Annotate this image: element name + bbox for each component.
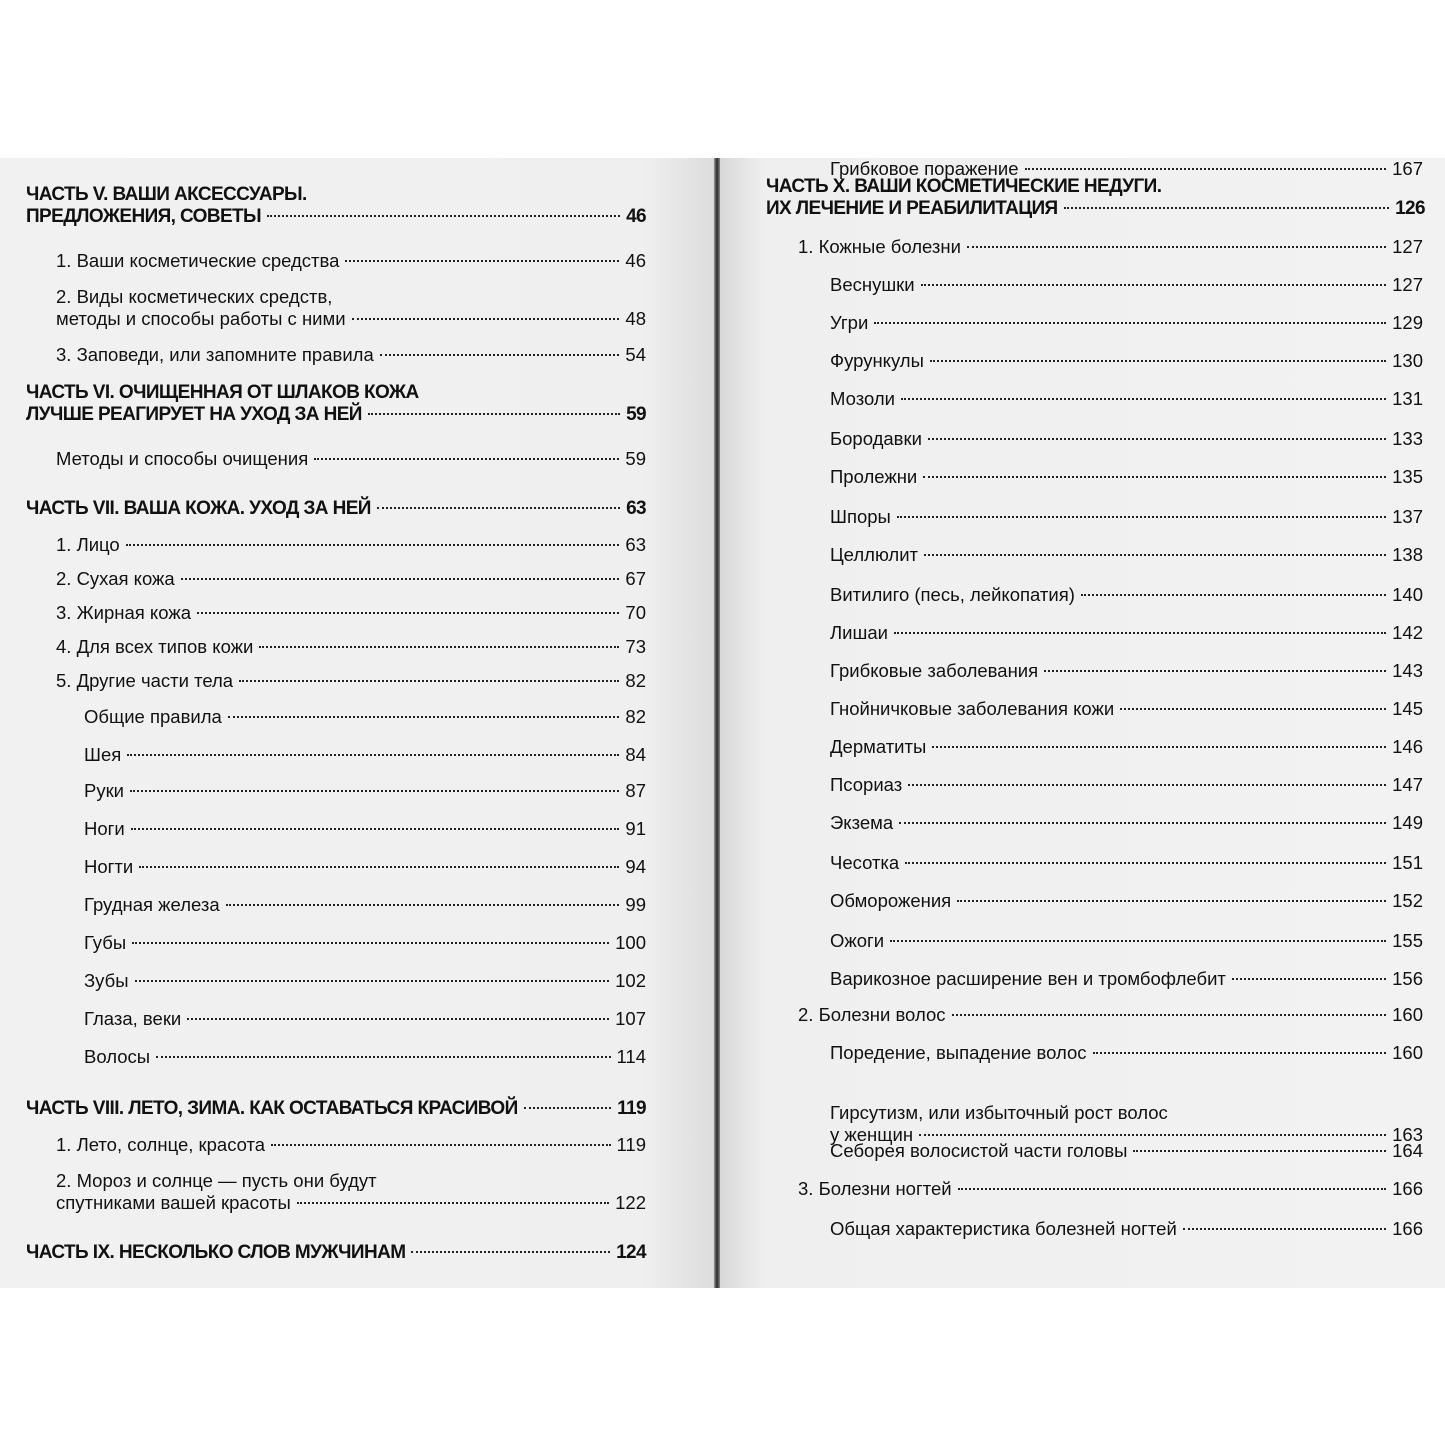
toc-entry-row xyxy=(26,1098,646,1120)
toc-entry-title: Мозоли xyxy=(830,388,895,409)
toc-entry-title: Общие правила xyxy=(84,706,222,727)
toc-entry-row xyxy=(26,1242,646,1264)
dot-leader xyxy=(297,1202,609,1204)
toc-entry-title-line1: 2. Виды косметических средств, xyxy=(56,286,333,307)
toc-entry-page-number: 131 xyxy=(1392,388,1423,409)
toc-entry-item xyxy=(84,894,646,916)
toc-entry-title: Методы и способы очищения xyxy=(56,448,309,469)
toc-entry-page-number: 167 xyxy=(1392,158,1423,179)
dot-leader xyxy=(894,632,1386,634)
dot-leader xyxy=(239,680,619,682)
toc-entry-item xyxy=(830,660,1423,682)
toc-entry-page-number: 130 xyxy=(1392,350,1423,371)
toc-entry-row xyxy=(84,856,646,878)
toc-entry-title-line1: ЧАСТЬ X. ВАШИ КОСМЕТИЧЕСКИЕ НЕДУГИ. xyxy=(766,176,1162,197)
toc-entry-title: Волосы xyxy=(84,1046,151,1067)
toc-entry-page-number: 94 xyxy=(625,856,646,877)
dot-leader xyxy=(368,413,620,415)
dot-leader xyxy=(1093,1052,1387,1054)
toc-entry-title: Гнойничковые заболевания кожи xyxy=(830,698,1115,719)
toc-entry-page-number: 119 xyxy=(617,1098,646,1119)
toc-entry-title: Пролежни xyxy=(830,466,918,487)
toc-entry-item xyxy=(830,812,1423,834)
dot-leader xyxy=(1081,594,1386,596)
toc-entry-title: Фурункулы xyxy=(830,350,924,371)
toc-entry-title: Дерматиты xyxy=(830,736,927,757)
toc-entry-title: Веснушки xyxy=(830,274,915,295)
dot-leader xyxy=(181,578,620,580)
toc-entry-page-number: 155 xyxy=(1392,930,1423,951)
toc-entry-row xyxy=(830,388,1423,410)
toc-entry-item xyxy=(84,744,646,766)
toc-entry-page-number: 102 xyxy=(615,970,646,991)
dot-leader xyxy=(921,284,1387,286)
toc-entry-page-number: 63 xyxy=(626,498,646,519)
toc-entry-title: Себорея волосистой части головы xyxy=(830,1140,1128,1161)
toc-entry-item xyxy=(830,312,1423,334)
toc-entry-part xyxy=(766,176,1425,220)
toc-entry-title: методы и способы работы с ними xyxy=(56,308,346,329)
toc-entry-title: Обморожения xyxy=(830,890,952,911)
toc-entry-row xyxy=(830,312,1423,334)
toc-entry-title: Псориаз xyxy=(830,774,903,795)
toc-entry-page-number: 166 xyxy=(1392,1178,1423,1199)
dot-leader xyxy=(187,1018,609,1020)
toc-entry-page-number: 135 xyxy=(1392,466,1423,487)
toc-entry-page-number: 91 xyxy=(625,818,646,839)
toc-entry-item xyxy=(830,158,1423,180)
toc-entry-page-number: 70 xyxy=(625,602,646,623)
toc-entry-title: у женщин xyxy=(830,1124,914,1145)
toc-entry-item xyxy=(84,818,646,840)
toc-entry-page-number: 140 xyxy=(1392,584,1423,605)
dot-leader xyxy=(411,1251,610,1253)
dot-leader xyxy=(919,1134,1386,1136)
right-page xyxy=(720,158,1445,1288)
toc-entry-title: 1. Лето, солнце, красота xyxy=(56,1134,266,1155)
dot-leader xyxy=(901,398,1386,400)
toc-entry-row xyxy=(56,1134,646,1156)
toc-entry-page-number: 163 xyxy=(1392,1124,1423,1145)
toc-entry-page-number: 59 xyxy=(626,404,646,425)
toc-entry-title: Лишаи xyxy=(830,622,888,643)
toc-entry-item xyxy=(830,930,1423,952)
toc-entry-item xyxy=(830,774,1423,796)
toc-entry-page-number: 67 xyxy=(625,568,646,589)
toc-entry-sub xyxy=(798,1004,1423,1026)
toc-entry-title: ПРЕДЛОЖЕНИЯ, СОВЕТЫ xyxy=(26,206,262,227)
toc-entry-row xyxy=(798,236,1423,258)
toc-entry-row xyxy=(830,660,1423,682)
toc-entry-row xyxy=(830,506,1423,528)
toc-entry-page-number: 142 xyxy=(1392,622,1423,643)
toc-entry-part xyxy=(26,498,646,520)
dot-leader xyxy=(126,544,620,546)
toc-entry-title-line1: 2. Мороз и солнце — пусть они будут xyxy=(56,1170,377,1191)
dot-leader xyxy=(897,516,1386,518)
toc-entry-item xyxy=(830,274,1423,296)
toc-entry-item xyxy=(830,968,1423,990)
toc-entry-row xyxy=(56,568,646,590)
toc-entry-title: Чесотка xyxy=(830,852,900,873)
dot-leader xyxy=(1120,708,1386,710)
toc-entry-title: Экзема xyxy=(830,812,894,833)
toc-entry-page-number: 82 xyxy=(625,706,646,727)
toc-entry-page-number: 87 xyxy=(625,780,646,801)
dot-leader xyxy=(1025,168,1387,170)
toc-entry-page-number: 127 xyxy=(1392,274,1423,295)
toc-entry-row xyxy=(830,584,1423,606)
toc-entry-title: Угри xyxy=(830,312,869,333)
toc-entry-row xyxy=(84,706,646,728)
toc-entry-page-number: 145 xyxy=(1392,698,1423,719)
toc-entry-part xyxy=(26,382,646,426)
toc-entry-title: ЧАСТЬ IX. НЕСКОЛЬКО СЛОВ МУЖЧИНАМ xyxy=(26,1242,406,1263)
toc-entry-item xyxy=(830,890,1423,912)
toc-entry-title: спутниками вашей красоты xyxy=(56,1192,291,1213)
toc-entry-item xyxy=(830,736,1423,758)
toc-entry-row xyxy=(26,498,646,520)
toc-entry-title: Грудная железа xyxy=(84,894,220,915)
toc-entry-title: ИХ ЛЕЧЕНИЕ И РЕАБИЛИТАЦИЯ xyxy=(766,198,1058,219)
toc-entry-row xyxy=(56,250,646,272)
toc-entry-sub xyxy=(56,250,646,272)
toc-entry-sub xyxy=(56,448,646,470)
toc-entry-sub xyxy=(56,636,646,658)
toc-entry-page-number: 166 xyxy=(1392,1218,1423,1239)
toc-entry-title: ЧАСТЬ VIII. ЛЕТО, ЗИМА. КАК ОСТАВАТЬСЯ КРАСИВОЙ xyxy=(26,1098,518,1119)
toc-entry-sub xyxy=(56,344,646,366)
toc-entry-sub xyxy=(798,1178,1423,1200)
toc-entry-part xyxy=(26,1242,646,1264)
toc-entry-title: Губы xyxy=(84,932,127,953)
toc-entry-title: Шея xyxy=(84,744,122,765)
toc-entry-row xyxy=(26,404,646,426)
toc-entry-title: 1. Кожные болезни xyxy=(798,236,961,257)
toc-entry-item xyxy=(830,1218,1423,1240)
toc-entry-row xyxy=(84,1008,646,1030)
toc-entry-title-line1: Гирсутизм, или избыточный рост волос xyxy=(830,1102,1168,1123)
dot-leader xyxy=(139,866,619,868)
dot-leader xyxy=(132,942,609,944)
toc-entry-item xyxy=(84,856,646,878)
toc-entry-item xyxy=(830,1042,1423,1064)
toc-entry-page-number: 126 xyxy=(1395,198,1425,219)
toc-entry-row xyxy=(830,274,1423,296)
toc-entry-page-number: 152 xyxy=(1392,890,1423,911)
toc-entry-row xyxy=(830,466,1423,488)
toc-entry-sub xyxy=(56,534,646,556)
toc-entry-title: Грибковые заболевания xyxy=(830,660,1039,681)
toc-entry-title: Ожоги xyxy=(830,930,885,951)
dot-leader xyxy=(271,1144,610,1146)
toc-entry-row xyxy=(84,1046,646,1068)
toc-entry-page-number: 127 xyxy=(1392,236,1423,257)
toc-entry-item xyxy=(830,852,1423,874)
toc-entry-page-number: 129 xyxy=(1392,312,1423,333)
dot-leader xyxy=(932,746,1386,748)
dot-leader xyxy=(958,1188,1387,1190)
toc-entry-title: 2. Болезни волос xyxy=(798,1004,946,1025)
toc-entry-row xyxy=(830,158,1423,180)
dot-leader xyxy=(890,940,1386,942)
toc-entry-sub xyxy=(798,236,1423,258)
toc-entry-sub xyxy=(56,1134,646,1156)
toc-entry-row xyxy=(830,698,1423,720)
toc-entry-item xyxy=(830,466,1423,488)
toc-entry-page-number: 82 xyxy=(625,670,646,691)
dot-leader xyxy=(1044,670,1386,672)
toc-entry-page-number: 156 xyxy=(1392,968,1423,989)
toc-entry-row xyxy=(56,344,646,366)
dot-leader xyxy=(1064,207,1390,209)
toc-entry-item xyxy=(84,970,646,992)
toc-entry-row xyxy=(56,636,646,658)
toc-entry-row xyxy=(84,818,646,840)
toc-entry-title: Шпоры xyxy=(830,506,891,527)
toc-entry-page-number: 138 xyxy=(1392,544,1423,565)
toc-entry-title: Грибковое поражение xyxy=(830,158,1019,179)
toc-entry-page-number: 160 xyxy=(1392,1042,1423,1063)
toc-entry-row xyxy=(830,774,1423,796)
toc-entry-item xyxy=(84,706,646,728)
toc-entry-row xyxy=(26,206,646,228)
toc-entry-page-number: 122 xyxy=(615,1192,646,1213)
dot-leader xyxy=(127,754,619,756)
dot-leader xyxy=(259,646,619,648)
toc-entry-row xyxy=(830,812,1423,834)
toc-entry-row xyxy=(798,1178,1423,1200)
dot-leader xyxy=(130,790,619,792)
dot-leader xyxy=(930,360,1386,362)
toc-entry-title: Ногти xyxy=(84,856,134,877)
toc-entry-row xyxy=(56,670,646,692)
dot-leader xyxy=(905,862,1386,864)
toc-entry-sub xyxy=(56,670,646,692)
dot-leader xyxy=(377,507,620,509)
toc-entry-title-line1: ЧАСТЬ V. ВАШИ АКСЕССУАРЫ. xyxy=(26,184,307,205)
toc-entry-page-number: 149 xyxy=(1392,812,1423,833)
dot-leader xyxy=(1133,1150,1386,1152)
toc-entry-page-number: 46 xyxy=(626,206,646,227)
toc-entry-row xyxy=(84,894,646,916)
toc-entry-row xyxy=(830,428,1423,450)
toc-entry-row xyxy=(766,198,1425,220)
toc-entry-title: Глаза, веки xyxy=(84,1008,182,1029)
toc-entry-row xyxy=(56,308,646,330)
toc-entry-page-number: 143 xyxy=(1392,660,1423,681)
toc-entry-title: Руки xyxy=(84,780,125,801)
toc-entry-part xyxy=(26,1098,646,1120)
toc-entry-item xyxy=(830,544,1423,566)
toc-entry-row xyxy=(830,350,1423,372)
dot-leader xyxy=(1232,978,1386,980)
dot-leader xyxy=(226,904,620,906)
toc-entry-title: Общая характеристика болезней ногтей xyxy=(830,1218,1177,1239)
toc-entry-page-number: 107 xyxy=(615,1008,646,1029)
dot-leader xyxy=(267,215,620,217)
toc-entry-item xyxy=(84,1008,646,1030)
toc-entry-page-number: 99 xyxy=(625,894,646,915)
toc-entry-item xyxy=(84,780,646,802)
toc-entry-title: 2. Сухая кожа xyxy=(56,568,175,589)
toc-entry-row xyxy=(830,852,1423,874)
toc-entry-title: ЧАСТЬ VII. ВАША КОЖА. УХОД ЗА НЕЙ xyxy=(26,498,371,519)
toc-entry-page-number: 160 xyxy=(1392,1004,1423,1025)
dot-leader xyxy=(952,1014,1387,1016)
toc-entry-title: Целлюлит xyxy=(830,544,919,565)
toc-entry-title: 3. Заповеди, или запомните правила xyxy=(56,344,374,365)
toc-entry-sub xyxy=(56,1170,646,1214)
toc-entry-row xyxy=(830,890,1423,912)
toc-entry-row xyxy=(56,602,646,624)
toc-entry-page-number: 73 xyxy=(625,636,646,657)
toc-entry-row xyxy=(830,1218,1423,1240)
toc-entry-row xyxy=(84,780,646,802)
toc-entry-row xyxy=(798,1004,1423,1026)
toc-entry-page-number: 137 xyxy=(1392,506,1423,527)
dot-leader xyxy=(345,260,619,262)
dot-leader xyxy=(314,458,619,460)
toc-entry-title: Бородавки xyxy=(830,428,922,449)
toc-entry-row xyxy=(830,1140,1423,1162)
toc-entry-title: 1. Лицо xyxy=(56,534,120,555)
toc-entry-page-number: 46 xyxy=(625,250,646,271)
toc-entry-title: Варикозное расширение вен и тромбофлебит xyxy=(830,968,1226,989)
toc-entry-page-number: 100 xyxy=(615,932,646,953)
toc-entry-title: Зубы xyxy=(84,970,129,991)
toc-entry-sub xyxy=(56,286,646,330)
toc-entry-row xyxy=(830,930,1423,952)
dot-leader xyxy=(967,246,1386,248)
toc-entry-item xyxy=(830,350,1423,372)
dot-leader xyxy=(524,1107,611,1109)
toc-entry-item xyxy=(830,622,1423,644)
toc-entry-row xyxy=(830,622,1423,644)
toc-entry-page-number: 114 xyxy=(616,1046,646,1067)
toc-entry-row xyxy=(84,970,646,992)
dot-leader xyxy=(928,438,1386,440)
toc-entry-page-number: 119 xyxy=(616,1134,646,1155)
dot-leader xyxy=(924,554,1386,556)
toc-entry-title: Поредение, выпадение волос xyxy=(830,1042,1087,1063)
dot-leader xyxy=(197,612,619,614)
toc-entry-title: ЛУЧШЕ РЕАГИРУЕТ НА УХОД ЗА НЕЙ xyxy=(26,404,362,425)
toc-entry-row xyxy=(84,744,646,766)
toc-entry-item xyxy=(830,698,1423,720)
toc-entry-item xyxy=(830,388,1423,410)
toc-entry-page-number: 124 xyxy=(616,1242,646,1263)
toc-entry-row xyxy=(84,932,646,954)
toc-entry-page-number: 147 xyxy=(1392,774,1423,795)
toc-entry-row xyxy=(830,968,1423,990)
toc-entry-page-number: 146 xyxy=(1392,736,1423,757)
toc-entry-row xyxy=(56,448,646,470)
toc-entry-title: 1. Ваши косметические средства xyxy=(56,250,340,271)
toc-entry-item xyxy=(84,932,646,954)
left-page xyxy=(0,158,716,1288)
toc-entry-row xyxy=(830,736,1423,758)
dot-leader xyxy=(135,980,610,982)
toc-entry-page-number: 48 xyxy=(625,308,646,329)
dot-leader xyxy=(923,476,1386,478)
toc-entry-title: Ноги xyxy=(84,818,125,839)
toc-entry-page-number: 63 xyxy=(625,534,646,555)
dot-leader xyxy=(874,322,1386,324)
toc-entry-sub xyxy=(56,568,646,590)
toc-entry-title: 3. Болезни ногтей xyxy=(798,1178,952,1199)
toc-entry-row xyxy=(830,544,1423,566)
toc-entry-page-number: 84 xyxy=(625,744,646,765)
dot-leader xyxy=(156,1056,610,1058)
toc-entry-part xyxy=(26,184,646,228)
toc-entry-title: 4. Для всех типов кожи xyxy=(56,636,254,657)
toc-entry-sub xyxy=(56,602,646,624)
toc-entry-title: Витилиго (песь, лейкопатия) xyxy=(830,584,1075,605)
dot-leader xyxy=(380,354,620,356)
toc-entry-row xyxy=(56,534,646,556)
toc-entry-page-number: 164 xyxy=(1392,1140,1423,1161)
toc-entry-item xyxy=(830,1140,1423,1162)
toc-entry-title-line1: ЧАСТЬ VI. ОЧИЩЕННАЯ ОТ ШЛАКОВ КОЖА xyxy=(26,382,419,403)
toc-entry-page-number: 59 xyxy=(625,448,646,469)
toc-entry-row xyxy=(830,1042,1423,1064)
dot-leader xyxy=(131,828,620,830)
dot-leader xyxy=(957,900,1386,902)
toc-entry-item xyxy=(830,428,1423,450)
dot-leader xyxy=(228,716,620,718)
toc-entry-title: 5. Другие части тела xyxy=(56,670,234,691)
dot-leader xyxy=(899,822,1386,824)
dot-leader xyxy=(908,784,1386,786)
dot-leader xyxy=(1183,1228,1386,1230)
toc-entry-title: 3. Жирная кожа xyxy=(56,602,191,623)
toc-entry-page-number: 151 xyxy=(1392,852,1423,873)
toc-entry-row xyxy=(56,1192,646,1214)
toc-entry-page-number: 54 xyxy=(625,344,646,365)
toc-entry-item xyxy=(84,1046,646,1068)
dot-leader xyxy=(352,318,620,320)
toc-entry-item xyxy=(830,584,1423,606)
toc-entry-item xyxy=(830,506,1423,528)
toc-entry-page-number: 133 xyxy=(1392,428,1423,449)
